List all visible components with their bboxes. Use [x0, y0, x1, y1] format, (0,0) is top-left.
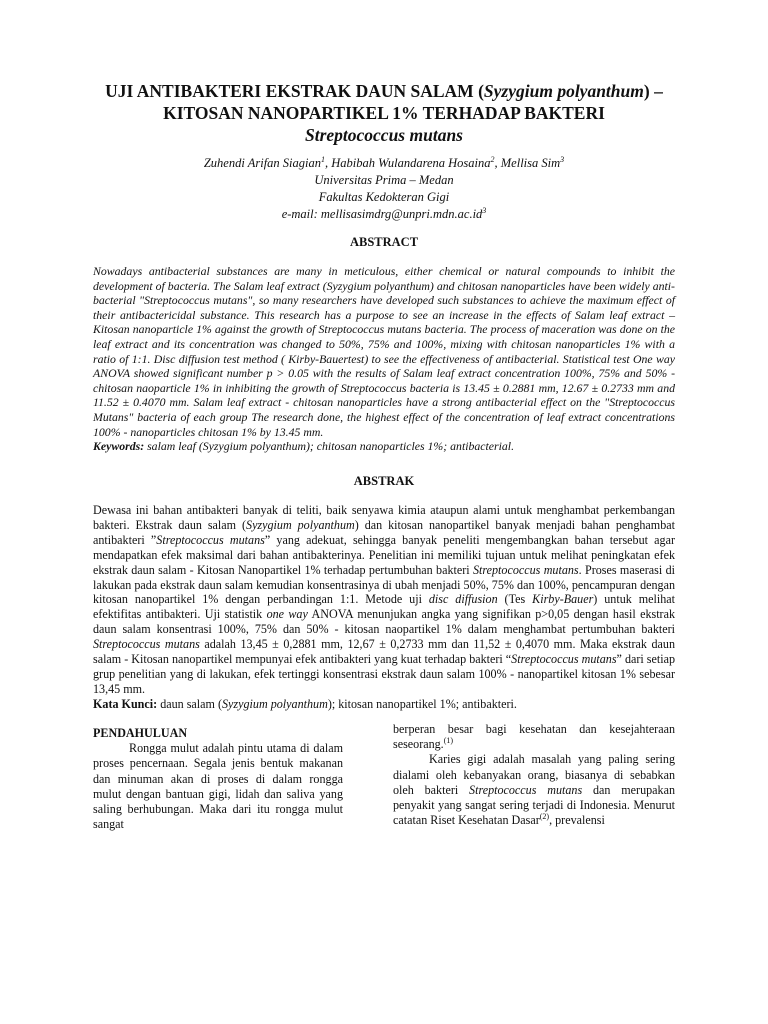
intro-right-paragraph-2: Karies gigi adalah masalah yang paling sering dialami oleh kebanyakan orang, biasanya di sebabkan oleh bakteri Streptococcus mutans dan merupakan penyakit yang sangat sering terjadi di Indonesia. Menurut catatan Riset Kesehatan Dasar$^{(2)}$, prevalensi [393, 752, 676, 828]
intro-right-paragraph-1: berperan besar bagi kesehatan dan kesejahteraan seseorang.$^{(1)}$ [393, 722, 675, 752]
title-line-2: KITOSAN NANOPARTIKEL 1% TERHADAP BAKTERI [163, 103, 605, 123]
keywords-english: Keywords: salam leaf (Syzygium polyanthum); chitosan nanoparticles 1%; antibacterial. [93, 439, 515, 454]
keywords-indonesian: Kata Kunci: daun salam (Syzygium polyanthum); kitosan nanopartikel 1%; antibakteri. [93, 696, 517, 711]
abstract-english [93, 264, 675, 454]
affiliation-faculty: Fakultas Kedokteran Gigi [318, 190, 450, 204]
abstract-heading: ABSTRACT [349, 235, 419, 249]
intro-right-column [393, 722, 675, 828]
title-line-3: Streptococcus mutans [304, 125, 463, 145]
paper-title [70, 80, 698, 146]
abstract-indonesian-body: Dewasa ini bahan antibakteri banyak di teliti, baik senyawa kimia ataupun alami untuk menghambat perkembangan bakteri. Ekstrak daun salam (Syzygium polyanthum) dan kitosan nanopartikel banyak menjadi bahan penghambat antibakteri ”Streptococcus mutans” yang adekuat, sehingga banyak peneliti mengembangkan bahan tersebut agar mendapatkan efek maksimal dari bahan antibakterinya. Penelitian ini memiliki tujuan untuk melihat peningkatan efek ekstrak daun salam - Kitosan Nanopartikel 1% terhadap pertumbuhan bakteri Streptococcus mutans. Proses maserasi di lakukan pada ekstrak daun salam kemudian konsentrasinya di ubah menjadi 50%, 75% dan 100%, pencampuran dengan kitosan nanopartikel 1% dengan perbandingan 1:1. Metode uji disc diffusion (Tes Kirby-Bauer) untuk melihat efektifitas antibakteri. Uji statistik one way ANOVA menunjukan angka yang signifikan p>0,05 dengan hasil ekstrak daun salam konsentrasi 100%, 75% dan 50% - kitosan naopartikel 1% dalam menghambat pertumbuhan bakteri Streptococcus mutans adalah 13,45 ± 0,2881 mm, 12,67 ± 0,2733 mm dan 11,52 ± 0,4070 mm. Maka ekstrak daun salam - Kitosan nanopartikel mempunyai efek antibakteri yang kuat terhadap bakteri “Streptococcus mutans” dari setiap grup penelitian yang di lakukan, efek tertinggi konsentrasi ekstrak daun salam 100% - nanopartikel kitosan 1% sebesar 13,45 mm. [93, 503, 676, 696]
author-block [70, 155, 698, 223]
abstract-indonesian [93, 503, 675, 712]
title-line-1: UJI ANTIBAKTERI EKSTRAK DAUN SALAM (Syzygium polyanthum) – [105, 81, 663, 101]
author-names: Zuhendi Arifan Siagian$^1$, Habibah Wulandarena Hosaina$^2$, Mellisa Sim$^3$ [203, 154, 565, 170]
intro-heading: PENDAHULUAN [93, 726, 188, 740]
affiliation-university: Universitas Prima – Medan [314, 173, 454, 187]
intro-left-column [93, 726, 343, 832]
intro-left-paragraph: Rongga mulut adalah pintu utama di dalam proses pencernaan. Segala jenis bentuk makanan dan minuman akan di proses di dalam rongga mulut dengan bantuan gigi, lidah dan saliva yang saling berhubungan. Maka dari itu rongga mulut sangat [93, 741, 343, 832]
abstrak-heading: ABSTRAK [353, 474, 415, 488]
author-email[interactable]: e-mail: $mellisasimdrg@unpri.mdn.ac.id^3$ [281, 205, 487, 221]
abstract-english-body: Nowadays antibacterial substances are many in meticulous, either chemical or natural compounds to inhibit the development of bacteria. The Salam leaf extract (Syzygium polyanthum) and chitosan nanoparticles have been widely anti-bacterial "Streptococcus mutans", so many researchers have developed such substances to achieve the maximum effect of their antibactericidal substance. This research has a purpose to see an increase in the effects of Salam leaf extract – Kitosan nanoparticle 1% against the growth of Streptococcus mutans bacteria. The process of maceration was done on the leaf extract and its concentration was changed to 50%, 75% and 100%, mixing with chitosan nanoparticles 1% with a ratio of 1:1. Disc diffusion test method ( Kirby-Bauertest) to see the effectiveness of antibacterial. Statistical test One way ANOVA showed significant number p > 0.05 with the results of Salam leaf extract concentration 100%, 75% and 50% - chitosan naoparticle 1% in inhibiting the growth of Streptococcus bacteria is 13.45 ± 0.2881 mm, 12.67 ± 0.2733 mm and 11.52 ± 0.4070 mm. Salam leaf extract - chitosan nanoparticles have a strong antibacterial effect on the "Streptococcus Mutans" bacteria of each group The research done, the highest effect of the concentration of leaf extract concentrations 100% - nanoparticles chitosan 1% by 13.45 mm. [93, 264, 675, 439]
